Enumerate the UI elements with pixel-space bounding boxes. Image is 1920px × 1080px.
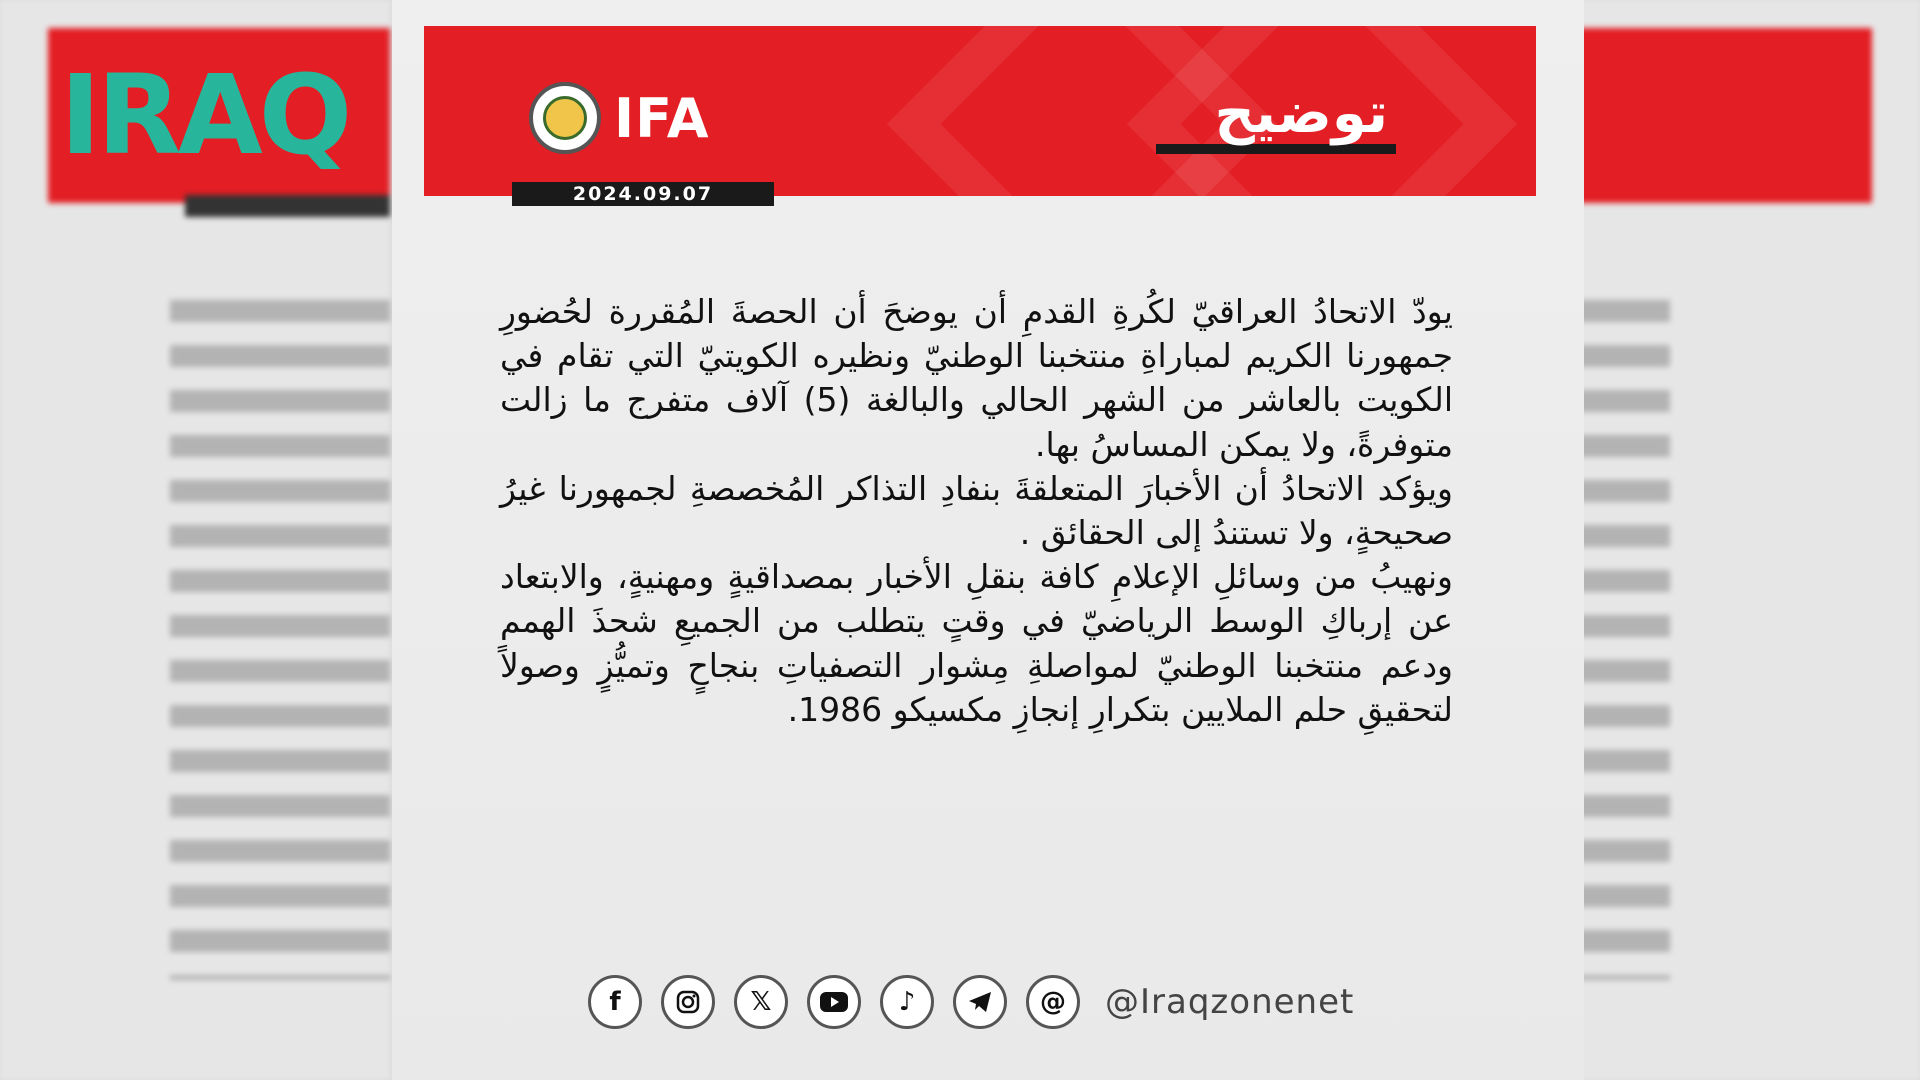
telegram-icon[interactable] bbox=[953, 975, 1007, 1029]
header-banner bbox=[424, 26, 1536, 196]
paragraph: ويؤكد الاتحادُ أن الأخبارَ المتعلقةَ بنفادِ التذاكر المُخصصةِ لجمهورنا غيرُ صحيحةٍ، ولا تستندُ إلى الحقائق . bbox=[500, 468, 1453, 553]
blurred-background-right bbox=[1530, 0, 1920, 1080]
statement-body bbox=[500, 290, 1453, 732]
instagram-icon[interactable] bbox=[661, 975, 715, 1029]
paragraph: ونهيبُ من وسائلِ الإعلامِ كافة بنقلِ الأخبار بمصداقيةٍ ومهنيةٍ، والابتعاد عن إرباكِ الوسط الرياضيّ في وقتٍ يتطلب من الجميعِ شحذَ الهمم ودعم منتخبنا الوطنيّ لمواصلةِ مِشوار التصفياتِ بنجاحٍ وتميُّزٍ وصولاً لتحقيقِ حلم الملايين بتكرارِ إنجازِ مكسيكو 1986. bbox=[500, 557, 1453, 729]
x-icon[interactable]: 𝕏 bbox=[734, 975, 788, 1029]
ifa-logo-text: IFA bbox=[614, 87, 710, 150]
facebook-icon[interactable]: f bbox=[588, 975, 642, 1029]
page-title: توضيح bbox=[1214, 81, 1388, 146]
blurred-date-bar bbox=[185, 195, 390, 217]
blurred-text-lines bbox=[170, 300, 390, 980]
statement-card bbox=[392, 0, 1584, 1080]
date-badge: 2024.09.07 bbox=[512, 182, 774, 206]
social-bar bbox=[588, 973, 1354, 1031]
social-handle[interactable]: @Iraqzonenet bbox=[1105, 982, 1355, 1022]
youtube-icon[interactable] bbox=[807, 975, 861, 1029]
threads-icon[interactable]: @ bbox=[1026, 975, 1080, 1029]
tiktok-icon[interactable]: ♪ bbox=[880, 975, 934, 1029]
ifa-emblem-icon bbox=[529, 82, 601, 154]
iraqzone-logo: IRAQ bbox=[60, 51, 349, 179]
title-block bbox=[1156, 74, 1396, 164]
paragraph: يودّ الاتحادُ العراقيّ لكُرةِ القدمِ أن يوضحَ أن الحصةَ المُقررة لحُضورِ جمهورنا الكريم لمباراةِ منتخبنا الوطنيّ ونظيره الكويتيّ التي تقام في الكويت بالعاشر من الشهر الحالي والبالغة (5) آلاف متفرج ما زالت متوفرةً، ولا يمكن المساسُ بها. bbox=[500, 292, 1453, 464]
